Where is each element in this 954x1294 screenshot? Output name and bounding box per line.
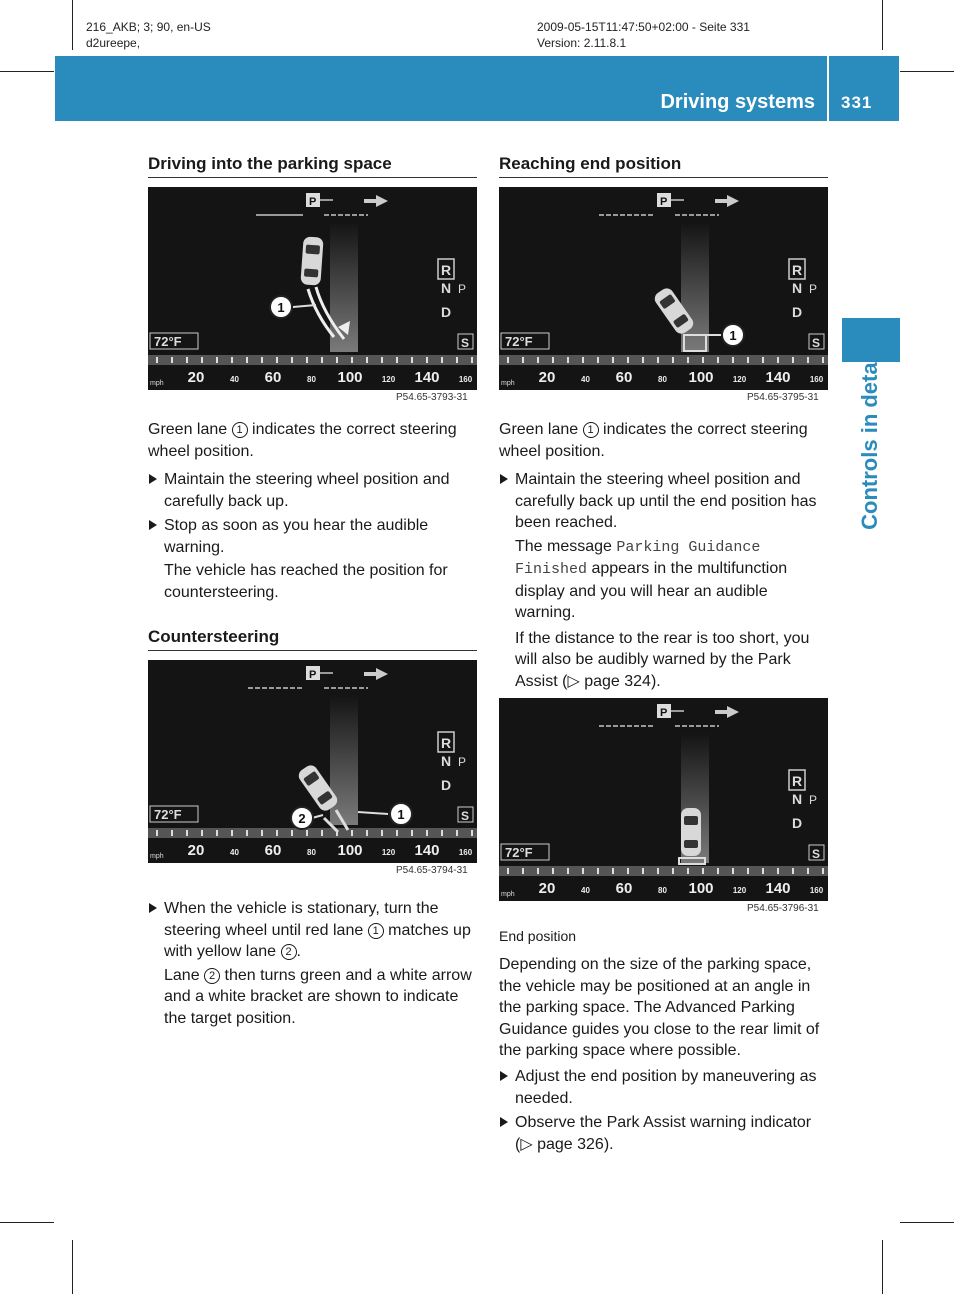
heading-rule <box>148 650 477 651</box>
speed-label: 40 <box>581 886 590 895</box>
park-sign: P <box>660 196 668 208</box>
crop-mark <box>0 71 54 72</box>
text: Stop as soon as you hear the audible warning. <box>164 517 429 556</box>
speed-label: 140 <box>414 842 440 859</box>
gear-indicator: D <box>792 304 803 320</box>
text: Maintain the steering wheel position and carefully back up. <box>164 471 450 510</box>
instruction-note <box>515 536 829 624</box>
text: then turns green and a white arrow and a white bracket are shown to indicate the target position. <box>164 966 472 1027</box>
figure-caption: End position <box>499 928 577 944</box>
svg-text:1: 1 <box>729 328 737 343</box>
temperature-readout: 72°F <box>505 845 533 860</box>
callout-marker <box>390 803 412 825</box>
gear-indicator: N <box>792 280 803 296</box>
gear-indicator: D <box>792 815 803 831</box>
crop-mark <box>900 71 954 72</box>
speed-label: 60 <box>615 369 633 386</box>
instruction-item <box>499 1066 831 1109</box>
figure-code: P54.65-3796-31 <box>747 903 819 914</box>
speed-label: 120 <box>381 375 396 384</box>
meta-line: 2009-05-15T11:47:50+02:00 - Seite 331 <box>537 20 750 34</box>
speed-label: 160 <box>458 375 473 384</box>
text: Maintain the steering wheel position and carefully back up until the end position has been reached. <box>515 471 817 531</box>
speed-label: 20 <box>538 880 556 897</box>
speed-unit: mph <box>150 380 164 387</box>
gear-indicator: P <box>809 793 818 807</box>
callout-number: 1 <box>232 422 248 438</box>
section-title: Driving systems <box>660 91 815 113</box>
instruction-note <box>515 628 829 693</box>
print-meta-right <box>537 19 750 51</box>
instruction-item <box>148 515 484 603</box>
text: Adjust the end position by maneuvering as needed. <box>515 1068 817 1107</box>
speed-label: 160 <box>809 375 824 384</box>
header-band <box>55 56 899 121</box>
countersteering-display-figure <box>148 660 477 863</box>
text: Green lane <box>499 421 583 438</box>
text: Observe the Park Assist warning indicator ( <box>515 1114 812 1153</box>
speed-label: 60 <box>264 369 282 386</box>
text: Lane <box>164 966 205 984</box>
parking-display-figure <box>148 187 477 390</box>
speed-label: 40 <box>581 375 590 384</box>
callout-number: 1 <box>368 923 384 939</box>
speed-label: 140 <box>414 369 440 386</box>
text: indicates the correct steering wheel position. <box>499 421 808 460</box>
text: indicates the correct steering wheel position. <box>148 421 457 460</box>
speed-label: 100 <box>688 880 714 897</box>
temperature-readout: 72°F <box>505 334 533 349</box>
gear-indicator: D <box>441 777 452 793</box>
gear-indicator: P <box>458 282 467 296</box>
speed-label: 40 <box>230 848 239 857</box>
section-heading: Driving into the parking space <box>148 154 392 173</box>
speed-label: 140 <box>765 880 791 897</box>
text: appears in the multifunction display and you will hear an audible warning. <box>515 560 788 621</box>
sport-indicator: S <box>461 336 470 350</box>
callout-marker <box>270 296 292 318</box>
section-heading: Reaching end position <box>499 154 682 173</box>
instruction-item <box>148 898 482 1029</box>
car-icon <box>681 808 701 856</box>
paragraph: Depending on the size of the parking space, the vehicle may be positioned at an angle in the parking space. The Advanced Parking Guidance guides you close to the rear limit of the parking space where possible. <box>499 956 820 1059</box>
heading-rule <box>499 177 828 178</box>
gear-indicator: R <box>441 262 452 278</box>
instruction-note <box>164 965 482 1030</box>
park-sign: P <box>309 669 317 681</box>
text: . <box>296 943 301 960</box>
gear-indicator: R <box>792 262 803 278</box>
figure-code: P54.65-3794-31 <box>396 865 468 876</box>
park-sign: P <box>309 196 317 208</box>
paragraph <box>148 419 478 462</box>
meta-line: d2ureepe, <box>86 36 141 50</box>
instruction-item <box>499 469 829 692</box>
instruction-item <box>499 1112 831 1155</box>
gear-indicator: P <box>458 755 467 769</box>
page-reference[interactable]: ▷ page 326 <box>520 1135 604 1153</box>
instruction-note: The vehicle has reached the position for countersteering. <box>164 562 448 601</box>
header-divider <box>827 56 829 121</box>
speed-label: 120 <box>732 886 747 895</box>
side-tab-label: Controls in detail <box>857 350 882 530</box>
gear-indicator: N <box>441 753 452 769</box>
speed-label: 120 <box>381 848 396 857</box>
text: matches up with yellow lane <box>164 921 471 960</box>
instruction-item <box>148 469 484 512</box>
speed-label: 60 <box>615 880 633 897</box>
temperature-readout: 72°F <box>154 334 182 349</box>
end-position-figure <box>499 698 828 901</box>
callout-marker <box>291 807 313 829</box>
speed-unit: mph <box>501 891 515 898</box>
meta-line: 216_AKB; 3; 90, en-US <box>86 20 211 34</box>
svg-text:2: 2 <box>298 811 306 826</box>
gear-indicator: N <box>441 280 452 296</box>
speed-label: 160 <box>458 848 473 857</box>
speed-label: 100 <box>337 842 363 859</box>
text: ). <box>650 672 661 690</box>
speed-label: 80 <box>307 375 316 384</box>
gear-indicator: N <box>792 791 803 807</box>
meta-line: Version: 2.11.8.1 <box>537 36 627 50</box>
sport-indicator: S <box>812 847 821 861</box>
crop-mark <box>72 1240 73 1294</box>
text: The message <box>515 537 617 555</box>
section-heading: Countersteering <box>148 627 280 646</box>
speed-label: 100 <box>688 369 714 386</box>
sport-indicator: S <box>461 809 470 823</box>
page-reference[interactable]: ▷ page 324 <box>567 672 651 690</box>
callout-number: 2 <box>281 944 297 960</box>
text: When the vehicle is stationary, turn the steering wheel until red lane <box>164 900 439 939</box>
park-sign: P <box>660 707 668 719</box>
speed-label: 20 <box>187 842 205 859</box>
gear-indicator: R <box>792 773 803 789</box>
text: Green lane <box>148 421 232 438</box>
gear-indicator: P <box>809 282 818 296</box>
figure-code: P54.65-3793-31 <box>396 392 468 403</box>
speed-label: 80 <box>307 848 316 857</box>
callout-number: 1 <box>583 422 599 438</box>
speed-unit: mph <box>150 853 164 860</box>
callout-marker <box>722 324 744 346</box>
svg-text:1: 1 <box>277 300 285 315</box>
crop-mark <box>882 0 883 50</box>
crop-mark <box>72 0 73 50</box>
speed-label: 140 <box>765 369 791 386</box>
speed-label: 60 <box>264 842 282 859</box>
speed-label: 120 <box>732 375 747 384</box>
gear-indicator: R <box>441 735 452 751</box>
text: If the distance to the rear is too short, you will also be audibly warned by the Park Assist ( <box>515 629 810 690</box>
speed-label: 80 <box>658 886 667 895</box>
crop-mark <box>900 1222 954 1223</box>
paragraph <box>499 419 829 462</box>
svg-text:1: 1 <box>397 807 405 822</box>
display-message: Parking Guidance Finished <box>515 538 761 578</box>
temperature-readout: 72°F <box>154 807 182 822</box>
speed-label: 40 <box>230 375 239 384</box>
speed-label: 100 <box>337 369 363 386</box>
figure-code: P54.65-3795-31 <box>747 392 819 403</box>
speed-label: 20 <box>187 369 205 386</box>
text: ). <box>603 1135 614 1153</box>
crop-mark <box>0 1222 54 1223</box>
speed-label: 20 <box>538 369 556 386</box>
speed-label: 80 <box>658 375 667 384</box>
crop-mark <box>882 1240 883 1294</box>
car-icon <box>300 236 323 285</box>
gear-indicator: D <box>441 304 452 320</box>
speed-unit: mph <box>501 380 515 387</box>
speed-label: 160 <box>809 886 824 895</box>
end-position-display-figure <box>499 187 828 390</box>
page-number: 331 <box>841 93 873 112</box>
heading-rule <box>148 177 477 178</box>
print-meta-left <box>86 19 211 51</box>
callout-number: 2 <box>204 968 220 984</box>
sport-indicator: S <box>812 336 821 350</box>
